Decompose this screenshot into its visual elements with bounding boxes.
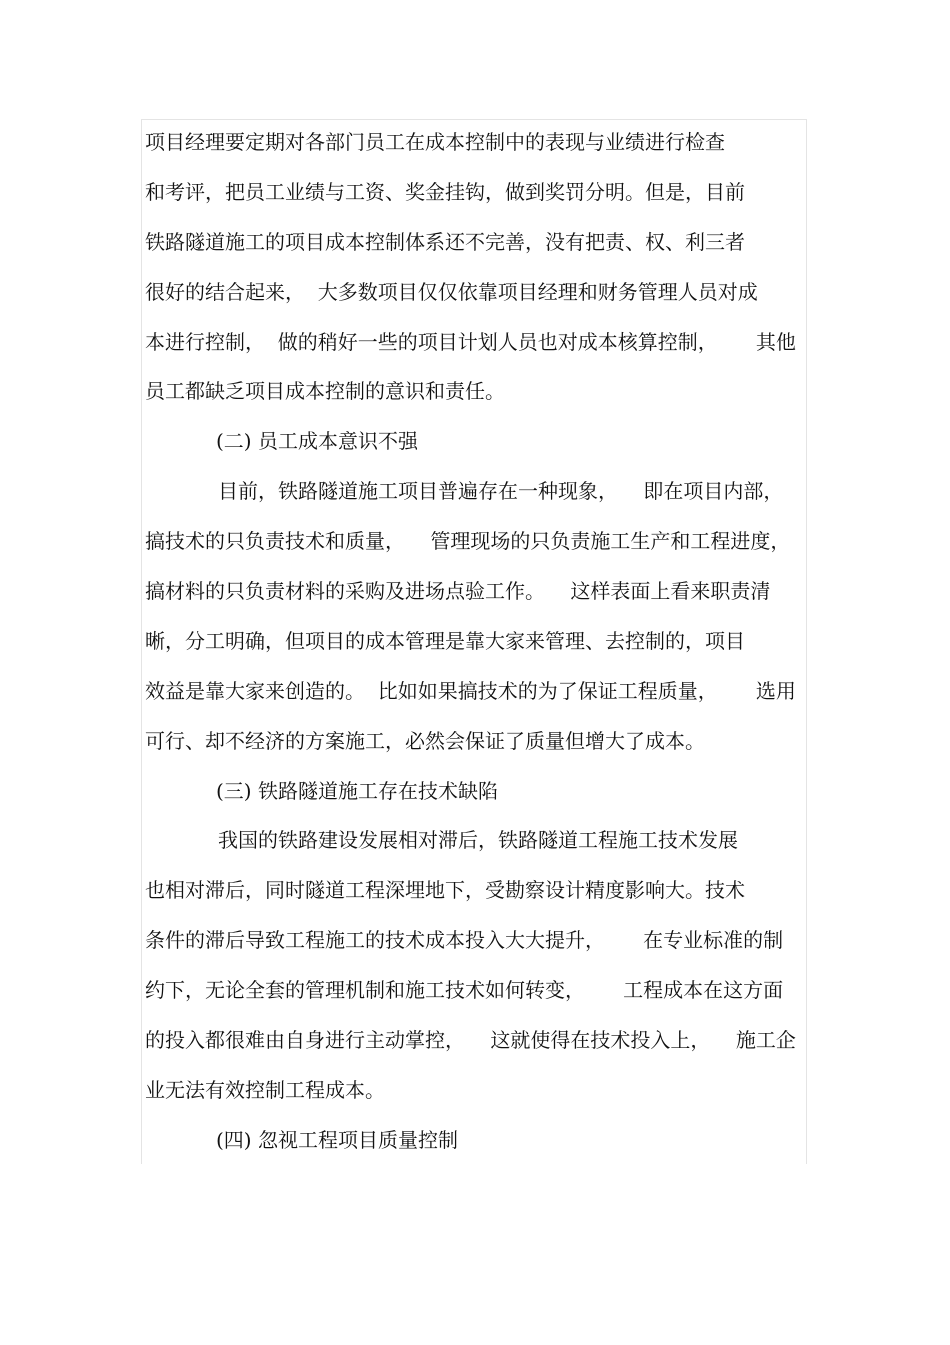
paragraph-line: 本进行控制， 做的稍好一些的项目计划人员也对成本核算控制， 其他 [145, 330, 796, 354]
paragraph-line: 也相对滞后，同时隧道工程深埋地下，受勘察设计精度影响大。技术 [145, 878, 745, 902]
section-heading: (三) 铁路隧道施工存在技术缺陷 [216, 779, 498, 803]
section-heading: (四) 忽视工程项目质量控制 [216, 1128, 458, 1152]
paragraph-line: 搞技术的只负责技术和质量， 管理现场的只负责施工生产和工程进度， [145, 529, 791, 553]
paragraph-line: 搞材料的只负责材料的采购及进场点验工作。 这样表面上看来职责清 [145, 579, 771, 603]
paragraph-line: 和考评，把员工业绩与工资、奖金挂钩，做到奖罚分明。但是，目前 [145, 180, 745, 204]
paragraph-line: 晰，分工明确，但项目的成本管理是靠大家来管理、去控制的，项目 [145, 629, 745, 653]
paragraph-line: 业无法有效控制工程成本。 [145, 1078, 385, 1102]
paragraph-line: 项目经理要定期对各部门员工在成本控制中的表现与业绩进行检查 [145, 130, 725, 154]
paragraph-line: 很好的结合起来， 大多数项目仅仅依靠项目经理和财务管理人员对成 [145, 280, 758, 304]
section-heading: (二) 员工成本意识不强 [216, 429, 418, 453]
paragraph-line: 目前，铁路隧道施工项目普遍存在一种现象， 即在项目内部， [218, 479, 784, 503]
paragraph-line: 的投入都很难由自身进行主动掌控， 这就使得在技术投入上， 施工企 [145, 1028, 796, 1052]
paragraph-line: 约下，无论全套的管理机制和施工技术如何转变， 工程成本在这方面 [145, 978, 784, 1002]
paragraph-line: 员工都缺乏项目成本控制的意识和责任。 [145, 379, 505, 403]
paragraph-line: 条件的滞后导致工程施工的技术成本投入大大提升， 在专业标准的制 [145, 928, 784, 952]
paragraph-line: 效益是靠大家来创造的。 比如如果搞技术的为了保证工程质量， 选用 [145, 679, 796, 703]
paragraph-line: 铁路隧道施工的项目成本控制体系还不完善，没有把责、权、利三者 [145, 230, 745, 254]
paragraph-line: 我国的铁路建设发展相对滞后，铁路隧道工程施工技术发展 [218, 828, 738, 852]
paragraph-line: 可行、却不经济的方案施工，必然会保证了质量但增大了成本。 [145, 729, 705, 753]
